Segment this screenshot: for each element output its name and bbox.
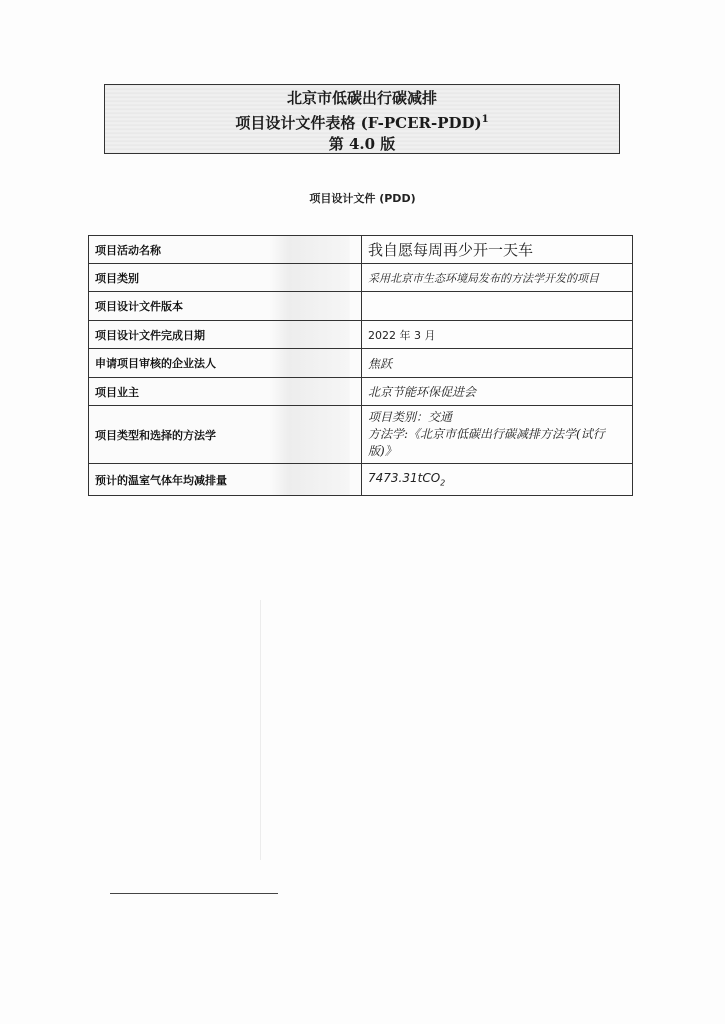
table-row-owner <box>89 378 633 406</box>
project-type-text: 项目类别：交通 <box>368 410 453 424</box>
form-title-box <box>104 84 620 154</box>
table-row-version <box>89 292 633 321</box>
row-label: 项目活动名称 <box>89 236 362 264</box>
row-value <box>362 464 633 496</box>
document-subtitle: 项目设计文件 (PDD) <box>309 192 416 205</box>
table-row-category <box>89 264 633 292</box>
project-info-table <box>88 235 633 496</box>
row-label: 项目类别 <box>89 264 362 292</box>
table-row-emission-reduction <box>89 464 633 496</box>
row-value: 采用北京市生态环境局发布的方法学开发的项目 <box>362 264 633 292</box>
footnote-reference: 1 <box>481 114 489 125</box>
co2-subscript: 2 <box>440 478 446 488</box>
table-row-legal-person <box>89 349 633 378</box>
row-label: 项目类型和选择的方法学 <box>89 406 362 464</box>
row-label: 项目设计文件完成日期 <box>89 321 362 349</box>
form-title-line2 <box>105 109 619 134</box>
row-value: 北京节能环保促进会 <box>362 378 633 406</box>
methodology-text: 方法学:《北京市低碳出行碳减排方法学(试行版)》 <box>368 427 605 458</box>
form-title-line2-text: 项目设计文件表格 (F-PCER-PDD) <box>235 114 482 132</box>
row-value: 2022 年 3 月 <box>362 321 633 349</box>
row-label: 项目业主 <box>89 378 362 406</box>
table-row-completion-date <box>89 321 633 349</box>
form-version-line: 第 4.0 版 <box>328 135 396 153</box>
row-label: 申请项目审核的企业法人 <box>89 349 362 378</box>
row-value <box>362 406 633 464</box>
footnote-separator <box>110 893 278 894</box>
row-label: 项目设计文件版本 <box>89 292 362 321</box>
table-row-activity-name <box>89 236 633 264</box>
emission-value: 7473.31tCO <box>368 471 441 486</box>
scan-artifact <box>260 600 261 860</box>
row-value <box>362 292 633 321</box>
form-title-line1: 北京市低碳出行碳减排 <box>286 89 437 107</box>
table-row-methodology <box>89 406 633 464</box>
row-value: 我自愿每周再少开一天车 <box>362 236 633 264</box>
row-label: 预计的温室气体年均减排量 <box>89 464 362 496</box>
row-value: 焦跃 <box>362 349 633 378</box>
